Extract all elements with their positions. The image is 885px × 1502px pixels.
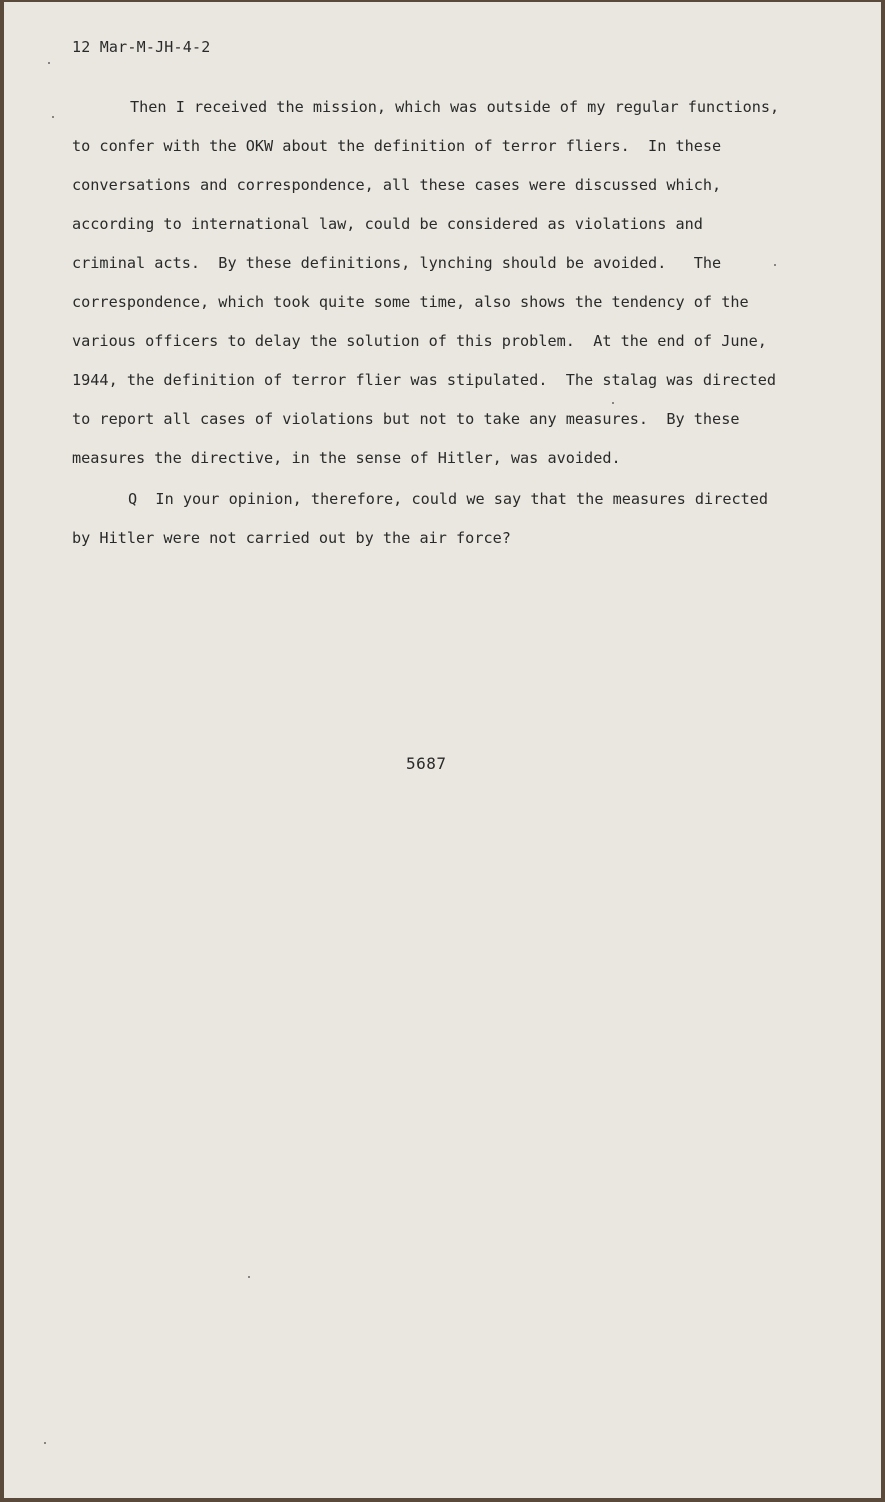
text-line: to report all cases of violations but not to take any measures. By these: [72, 410, 740, 428]
text-line: 1944, the definition of terror flier was stipulated. The stalag was directed: [72, 371, 777, 389]
question-paragraph: [72, 480, 832, 558]
text-line: measures the directive, in the sense of Hitler, was avoided.: [72, 449, 621, 467]
text-line: correspondence, which took quite some time, also shows the tendency of the: [72, 293, 749, 311]
text-line: criminal acts. By these definitions, lynching should be avoided. The: [72, 254, 722, 272]
text-line: various officers to delay the solution of this problem. At the end of June,: [72, 332, 767, 350]
paper-speck: [612, 402, 614, 404]
text-line: according to international law, could be considered as violations and: [72, 215, 703, 233]
paper-speck: [248, 1276, 250, 1278]
text-line: by Hitler were not carried out by the air force?: [72, 529, 511, 547]
text-line: conversations and correspondence, all these cases were discussed which,: [72, 176, 722, 194]
text-line: Then I received the mission, which was outside of my regular functions,: [130, 98, 780, 116]
document-page: [4, 2, 881, 1498]
paper-speck: [48, 62, 50, 64]
answer-paragraph: [72, 88, 832, 478]
document-reference: 12 Mar-M-JH-4-2: [72, 38, 211, 56]
paper-speck: [52, 116, 54, 118]
text-line: to confer with the OKW about the definition of terror fliers. In these: [72, 137, 722, 155]
paper-speck: [44, 1442, 46, 1444]
text-line: Q In your opinion, therefore, could we say that the measures directed: [128, 490, 769, 508]
paper-speck: [774, 264, 776, 266]
page-number: 5687: [406, 754, 447, 773]
